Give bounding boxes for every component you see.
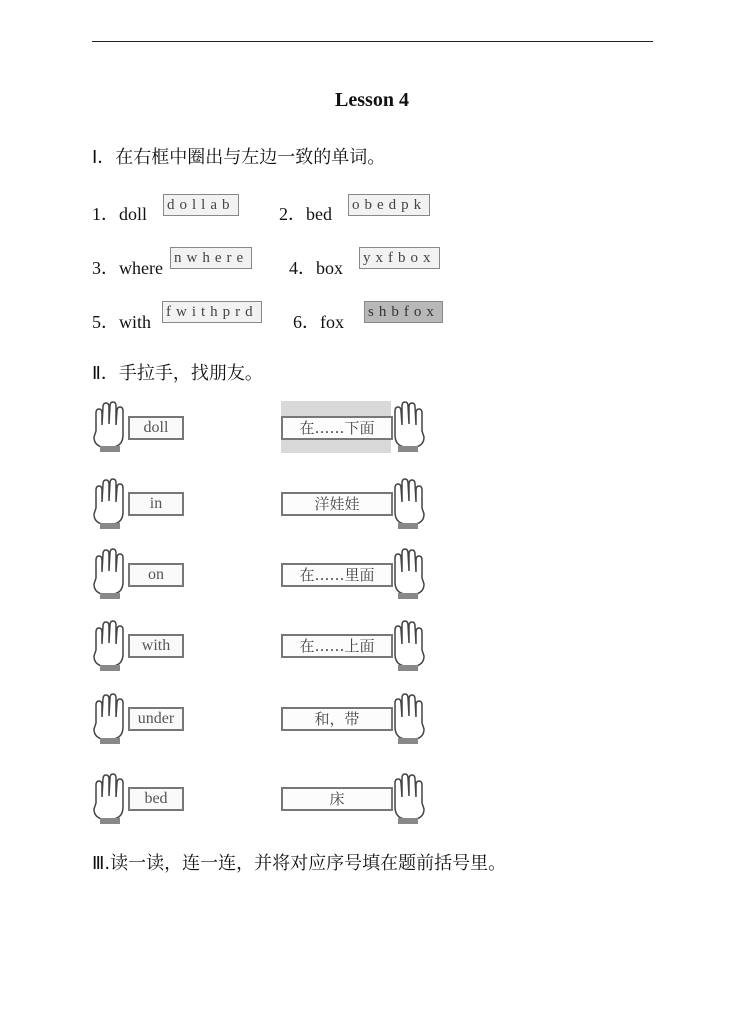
left-hand-icon [90,478,126,530]
item-1-label: 1．doll [92,204,148,224]
right-hand-icon [392,693,428,745]
lesson-title: Lesson 4 [335,89,409,111]
header-rule [92,41,653,42]
left-hand-icon [90,620,126,672]
left-hand-icon [90,773,126,825]
meaning-box-2: 洋娃娃 [281,492,393,516]
item-3-letter-box: nwhere [170,247,252,269]
right-hand-icon [392,401,428,453]
word-box-under: under [128,707,184,731]
right-hand-icon [392,620,428,672]
item-5-letter-box: fwithprd [162,301,262,323]
item-3-label: 3．where [92,258,163,278]
item-6-label: 6．fox [293,312,344,332]
section-2-heading: Ⅱ．手拉手，找朋友。 [92,363,263,384]
item-6-letter-box: shbfox [364,301,443,323]
meaning-box-6: 床 [281,787,393,811]
word-box-doll: doll [128,416,184,440]
left-hand-icon [90,548,126,600]
meaning-box-3: 在……里面 [281,563,393,587]
item-2-label: 2．bed [279,204,332,224]
left-hand-icon [90,401,126,453]
left-hand-icon [90,693,126,745]
right-hand-icon [392,773,428,825]
section-3-heading: Ⅲ.读一读，连一连，并将对应序号填在题前括号里。 [92,853,507,874]
word-box-on: on [128,563,184,587]
item-4-letter-box: yxfbox [359,247,440,269]
item-4-label: 4．box [289,258,343,278]
meaning-box-5: 和，带 [281,707,393,731]
word-box-in: in [128,492,184,516]
meaning-box-4: 在……上面 [281,634,393,658]
item-2-letter-box: obedpk [348,194,430,216]
right-hand-icon [392,478,428,530]
word-box-with: with [128,634,184,658]
item-5-label: 5．with [92,312,152,332]
right-hand-icon [392,548,428,600]
item-1-letter-box: dollab [163,194,239,216]
word-box-bed: bed [128,787,184,811]
meaning-box-1: 在……下面 [281,416,393,440]
section-1-heading: Ⅰ．在右框中圈出与左边一致的单词。 [92,147,386,168]
